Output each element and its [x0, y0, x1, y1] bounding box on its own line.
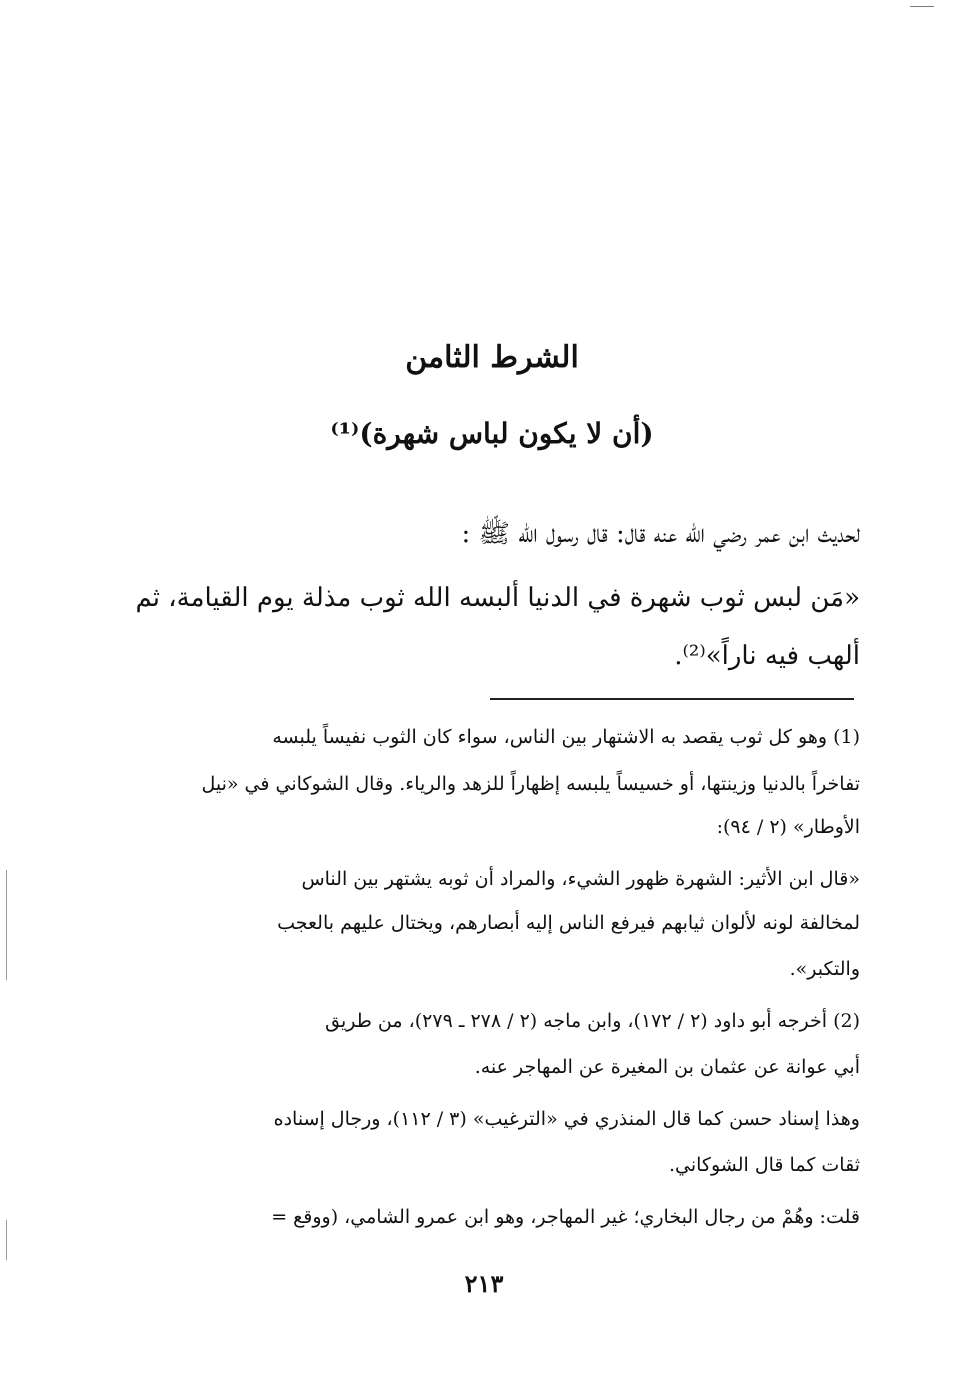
footnote-line: أبي عوانة عن عثمان بن المغيرة عن المهاجر عنه.	[474, 1056, 860, 1078]
scan-edge-left-top	[6, 870, 7, 980]
footnote-line: لمخالفة لونه لألوان ثيابهم فيرفع الناس إليه أبصارهم، ويختال عليهم بالعجب	[277, 912, 860, 934]
footnote-line: تفاخراً بالدنيا وزينتها، أو خسيساً يلبسه إظهاراً للزهد والرياء. وقال الشوكاني في «نيل	[201, 773, 860, 795]
page-number: ٢١٣	[464, 1269, 504, 1298]
chapter-title: الشرط الثامن	[405, 340, 579, 375]
main-text-line: لحديث ابن عمر رضي الله عنه قال: قال رسول الله ﷺ :	[461, 519, 860, 549]
footnote-line: (1) وهو كل ثوب يقصد به الاشتهار بين الناس، سواء كان الثوب نفيساً يلبسه	[272, 726, 860, 748]
footnote-separator	[490, 698, 854, 700]
main-text-line: «مَن لبس ثوب شهرة في الدنيا ألبسه الله ثوب مذلة يوم القيامة، ثم	[135, 583, 860, 613]
footnote-line: والتكبر».	[789, 958, 860, 980]
footnote-line: ثقات كما قال الشوكاني.	[668, 1154, 860, 1176]
footnote-line: «قال ابن الأثير: الشهرة ظهور الشيء، والمراد أن ثوبه يشتهر بين الناس	[301, 868, 860, 890]
scan-edge-left-bottom	[6, 1220, 7, 1260]
footnote-line: الأوطار» (٢ / ٩٤):	[716, 816, 860, 838]
footnote-line: (2) أخرجه أبو داود (٢ / ١٧٢)، وابن ماجه (٢ / ٢٧٨ ـ ٢٧٩)، من طريق	[325, 1010, 860, 1032]
scan-mark	[910, 6, 934, 7]
chapter-subtitle: (أن لا يكون لباس شهرة)⁽¹⁾	[330, 417, 654, 450]
footnote-line: وهذا إسناد حسن كما قال المنذري في «الترغيب» (٣ / ١١٢)، ورجال إسناده	[273, 1108, 860, 1130]
footnote-line: قلت: وهُمْ من رجال البخاري؛ غير المهاجر، وهو ابن عمرو الشامي، (ووقع =	[271, 1206, 860, 1228]
main-text-line: ألهب فيه ناراً»⁽²⁾.	[674, 641, 860, 671]
